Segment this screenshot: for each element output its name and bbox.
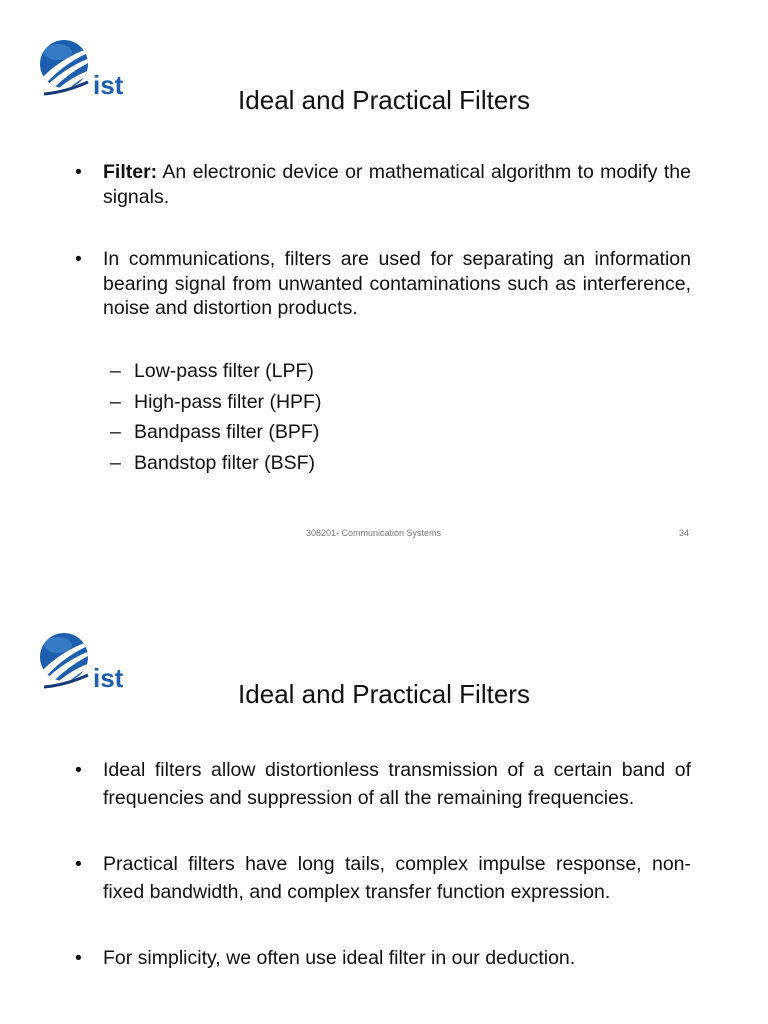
logo-text: ist	[93, 70, 124, 100]
filter-type-item: – Low-pass filter (LPF)	[110, 356, 321, 387]
slide-title: Ideal and Practical Filters	[238, 679, 530, 709]
bullet-text: In communications, filters are used for separating an information bearing signal from unwanted contaminations such as interference, noise and distortion products.	[103, 248, 691, 319]
slide-footer: 308201- Communication Systems	[306, 528, 442, 538]
slide-title: Ideal and Practical Filters	[238, 85, 530, 115]
filter-type-item: – High-pass filter (HPF)	[110, 387, 321, 418]
bullet-term: Filter:	[103, 161, 158, 183]
bullet-list	[75, 160, 691, 359]
filter-type-item: – Bandstop filter (BSF)	[110, 448, 321, 479]
slide-35	[0, 593, 768, 1024]
filter-type-item: – Bandpass filter (BPF)	[110, 417, 321, 448]
bullet-list	[75, 756, 691, 1010]
page-number: 34	[679, 528, 690, 538]
bullet-item: • Ideal filters allow distortionless transmission of a certain band of frequencies and suppression of all the remaining frequencies.	[75, 756, 691, 812]
logo-text: ist	[93, 663, 124, 693]
bullet-item	[75, 247, 691, 321]
bullet-item: • For simplicity, we often use ideal filter in our deduction.	[75, 944, 691, 972]
bullet-item	[75, 160, 691, 209]
bullet-text: An electronic device or mathematical algorithm to modify the signals.	[103, 161, 691, 208]
filter-type-list	[110, 356, 321, 478]
bullet-item: • Practical filters have long tails, complex impulse response, non-fixed bandwidth, and complex transfer function expression.	[75, 850, 691, 906]
